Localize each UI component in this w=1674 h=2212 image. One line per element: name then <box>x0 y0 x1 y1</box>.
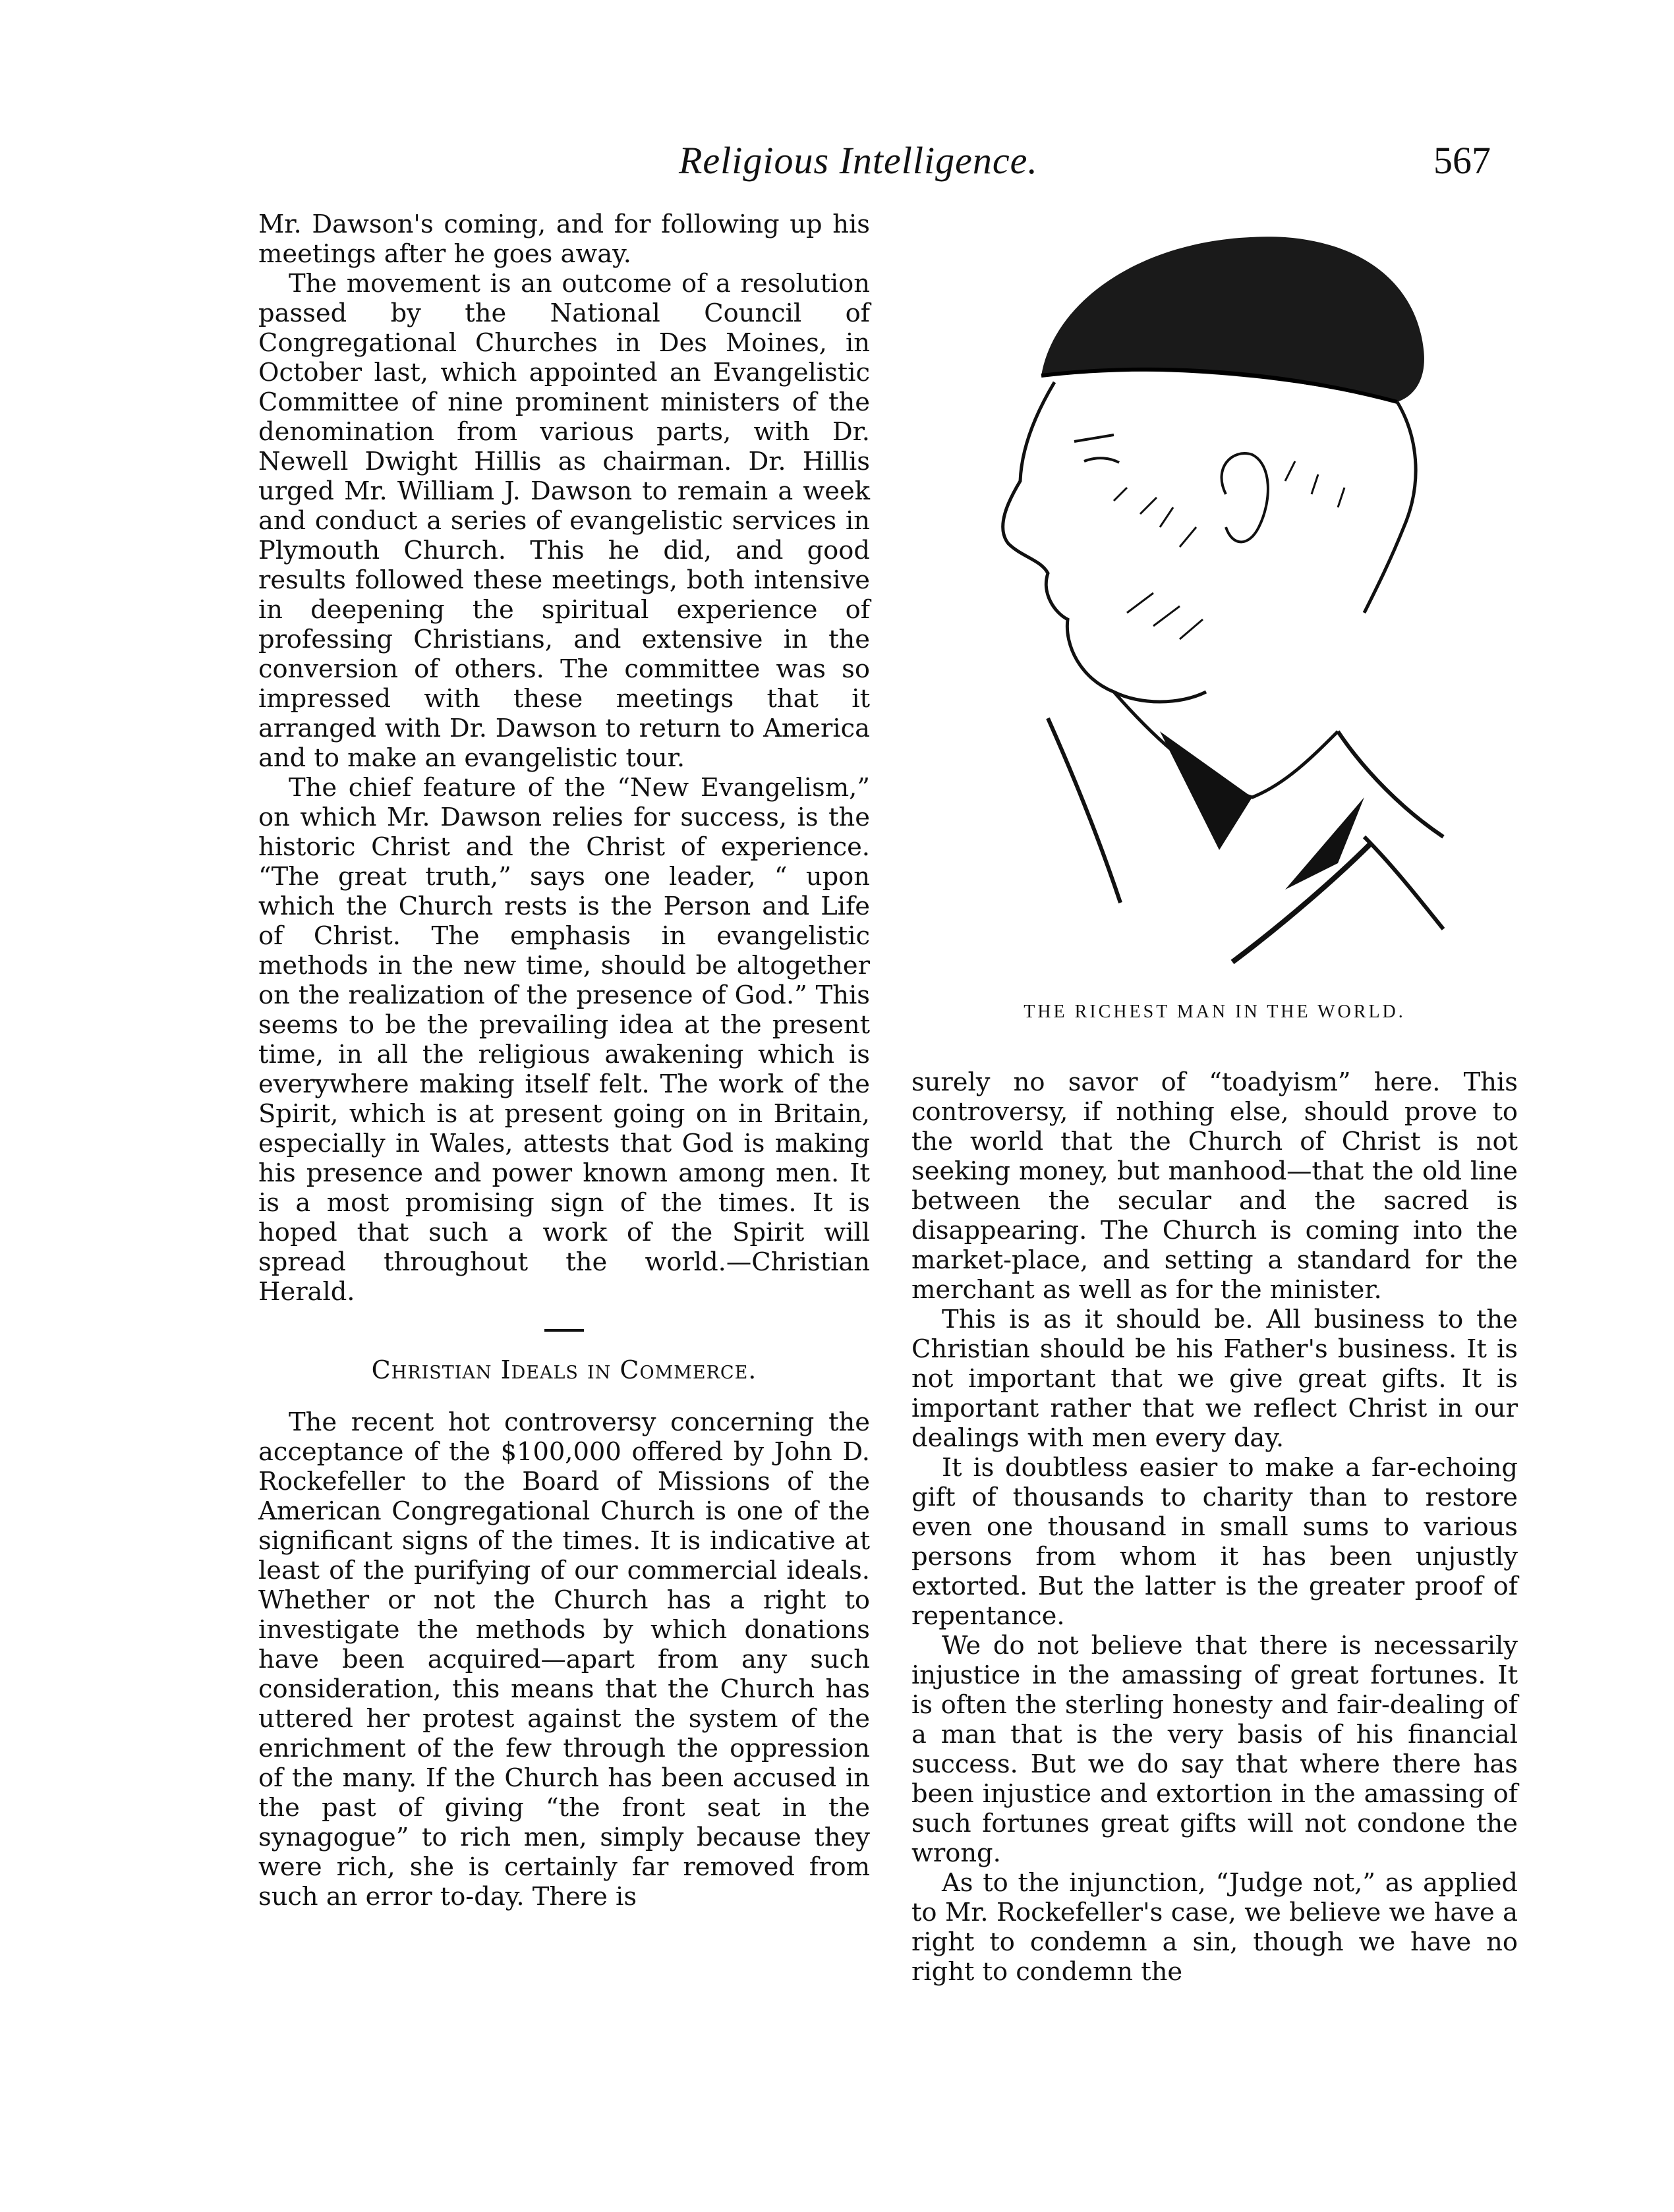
paragraph: The movement is an outcome of a resolution passed by the National Council of Congregational Churches in Des Moines, in October last, which appointed an Evangelistic Committee of nine prominent ministers of the denomination from various parts, with Dr. Newell Dwight Hillis as chairman. Dr. Hillis urged Mr. William J. Dawson to remain a week and conduct a series of evangelistic services in Plymouth Church. This he did, and good results followed these meetings, both intensive in deepening the spiritual experience of professing Christians, and extensive in the conversion of others. The committee was so impressed with these meetings that it arranged with Dr. Dawson to return to America and to make an evangelistic tour. <box>258 269 870 773</box>
paragraph: As to the injunction, “Judge not,” as applied to Mr. Rockefeller's case, we believe we have a right to condemn a sin, though we have no right to condemn the <box>911 1868 1518 1987</box>
paragraph: The recent hot controversy concerning the acceptance of the $100,000 offered by John D. Rockefeller to the Board of Missions of the American Congregational Church is one of the significant signs of the times. It is indicative at least of the purifying of our commercial ideals. Whether or not the Church has a right to investigate the methods by which donations have been acquired—apart from any such consideration, this means that the Church has uttered her protest against the system of the enrichment of the few through the oppression of the many. If the Church has been accused in the past of giving “the front seat in the synagogue” to rich men, simply because they were rich, she is certainly far removed from such an error to-day. There is <box>258 1407 870 1912</box>
section-divider <box>544 1329 584 1332</box>
page-number: 567 <box>1433 139 1491 182</box>
right-column <box>911 1067 1518 1987</box>
page-header <box>0 138 1674 191</box>
section-heading: Christian Ideals in Commerce. <box>371 1355 757 1384</box>
left-column <box>258 210 870 1912</box>
illustration-caption: THE RICHEST MAN IN THE WORLD. <box>1024 1002 1406 1022</box>
paragraph: The chief feature of the “New Evangelism,” on which Mr. Dawson relies for success, is the historic Christ and the Christ of experience. “The great truth,” says one leader, “ upon which the Church rests is the Person and Life of Christ. The emphasis in evangelistic methods in the new time, should be altogether on the realization of the presence of God.” This seems to be the prevailing idea at the present time, in all the religious awakening which is everywhere making itself felt. The work of the Spirit, which is at present going on in Britain, especially in Wales, attests that God is making his presence and power known among men. It is a most promising sign of the times. It is hoped that such a work of the Spirit will spread throughout the world.—Christian Herald. <box>258 773 870 1307</box>
paragraph: We do not believe that there is necessarily injustice in the amassing of great fortunes. It is often the sterling honesty and fair-dealing of a man that is the very basis of his financial success. But we do say that where there has been injustice and extortion in the amassing of such fortunes great gifts will not condone the wrong. <box>911 1631 1518 1868</box>
portrait-illustration <box>942 217 1509 982</box>
paragraph: It is doubtless easier to make a far-echoing gift of thousands to charity than to restore even one thousand in small sums to various persons from whom it has been unjustly extorted. But the latter is the greater proof of repentance. <box>911 1453 1518 1631</box>
paragraph: This is as it should be. All business to the Christian should be his Father's business. It is not important that we give great gifts. It is important rather that we reflect Christ in our dealings with men every day. <box>911 1305 1518 1453</box>
paragraph: Mr. Dawson's coming, and for following up his meetings after he goes away. <box>258 210 870 269</box>
running-title: Religious Intelligence. <box>679 139 1038 182</box>
portrait-sketch <box>942 217 1509 982</box>
paragraph: surely no savor of “toadyism” here. This controversy, if nothing else, should prove to the world that the Church of Christ is not seeking money, but manhood—that the old line between the secular and the sacred is disappearing. The Church is coming into the market-place, and setting a standard for the merchant as well as for the minister. <box>911 1067 1518 1305</box>
